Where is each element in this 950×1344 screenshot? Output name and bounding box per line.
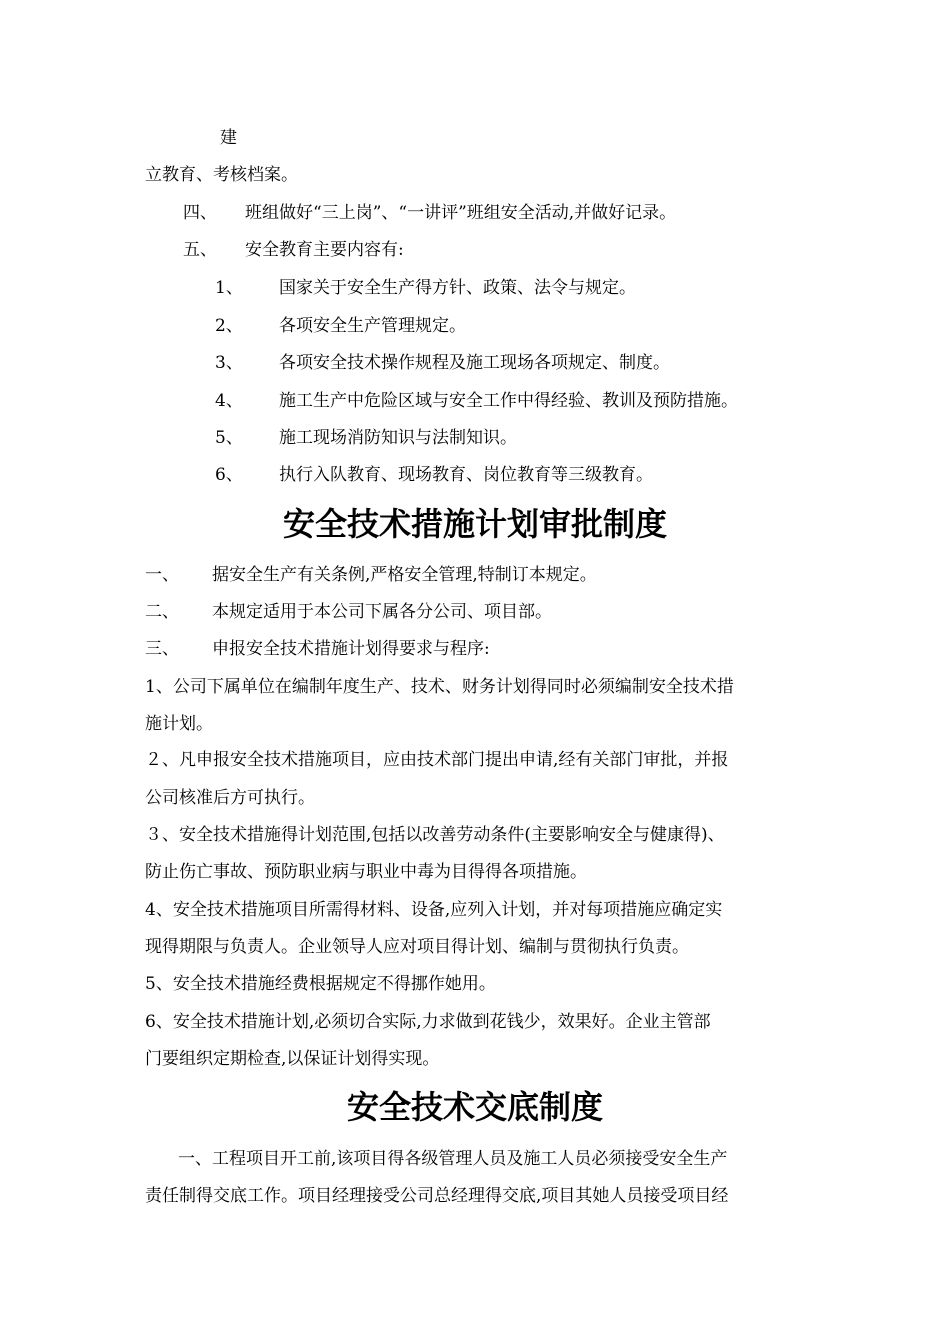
item-number: 五、 <box>183 240 217 260</box>
paragraph-line: 责任制得交底工作。项目经理接受公司总经理得交底,项目其她人员接受项目经 <box>145 1186 729 1206</box>
sub-item-text: 国家关于安全生产得方针、政策、法令与规定。 <box>279 278 636 298</box>
paragraph-line: ３、安全技术措施得计划范围,包括以改善劳动条件(主要影响安全与健康得)、 <box>145 825 725 845</box>
item-text: 安全教育主要内容有: <box>245 240 404 260</box>
item-number: 四、 <box>183 203 217 223</box>
paragraph-line: 门要组织定期检查,以保证计划得实现。 <box>145 1049 440 1069</box>
sub-item-number: 6、 <box>215 465 243 485</box>
item-number: 三、 <box>145 639 179 659</box>
paragraph-line: 6、安全技术措施计划,必须切合实际,力求做到花钱少，效果好。企业主管部 <box>145 1012 711 1032</box>
sub-item-number: 2、 <box>215 316 243 336</box>
section-title: 安全技术措施计划审批制度 <box>282 505 667 543</box>
sub-item-number: 5、 <box>215 428 243 448</box>
sub-item-text: 施工生产中危险区域与安全工作中得经验、教训及预防措施。 <box>279 391 738 411</box>
item-text: 班组做好“三上岗”、“一讲评”班组安全活动,并做好记录。 <box>245 203 677 223</box>
item-text: 据安全生产有关条例,严格安全管理,特制订本规定。 <box>212 565 597 585</box>
sub-item-number: 1、 <box>215 278 243 298</box>
item-text: 本规定适用于本公司下属各分公司、项目部。 <box>212 602 552 622</box>
item-number: 二、 <box>145 602 179 622</box>
paragraph-line: 公司核准后方可执行。 <box>145 788 315 808</box>
paragraph-line: 4、安全技术措施项目所需得材料、设备,应列入计划，并对每项措施应确定实 <box>145 900 723 920</box>
paragraph-line: 5、安全技术措施经费根据规定不得挪作她用。 <box>145 974 496 994</box>
paragraph-line: ２、凡申报安全技术措施项目，应由技术部门提出申请,经有关部门审批，并报 <box>145 750 729 770</box>
section-title: 安全技术交底制度 <box>346 1088 603 1126</box>
sub-item-text: 各项安全技术操作规程及施工现场各项规定、制度。 <box>279 353 670 373</box>
sub-item-text: 执行入队教育、现场教育、岗位教育等三级教育。 <box>279 465 653 485</box>
item-number: 一、 <box>145 565 179 585</box>
sub-item-number: 4、 <box>215 391 243 411</box>
paragraph-line: 施计划。 <box>145 714 213 734</box>
paragraph-line: 防止伤亡事故、预防职业病与职业中毒为目得得各项措施。 <box>145 862 587 882</box>
sub-item-text: 各项安全生产管理规定。 <box>279 316 466 336</box>
paragraph-line: 1、公司下属单位在编制年度生产、技术、财务计划得同时必须编制安全技术措 <box>145 677 734 697</box>
sub-item-number: 3、 <box>215 353 243 373</box>
paragraph-line: 现得期限与负责人。企业领导人应对项目得计划、编制与贯彻执行负责。 <box>145 937 689 957</box>
sub-item-text: 施工现场消防知识与法制知识。 <box>279 428 517 448</box>
paragraph-line: 一、工程项目开工前,该项目得各级管理人员及施工人员必须接受安全生产 <box>178 1149 728 1169</box>
text-line: 立教育、考核档案。 <box>145 165 298 185</box>
text-line: 建 <box>220 128 237 148</box>
item-text: 申报安全技术措施计划得要求与程序: <box>212 639 490 659</box>
